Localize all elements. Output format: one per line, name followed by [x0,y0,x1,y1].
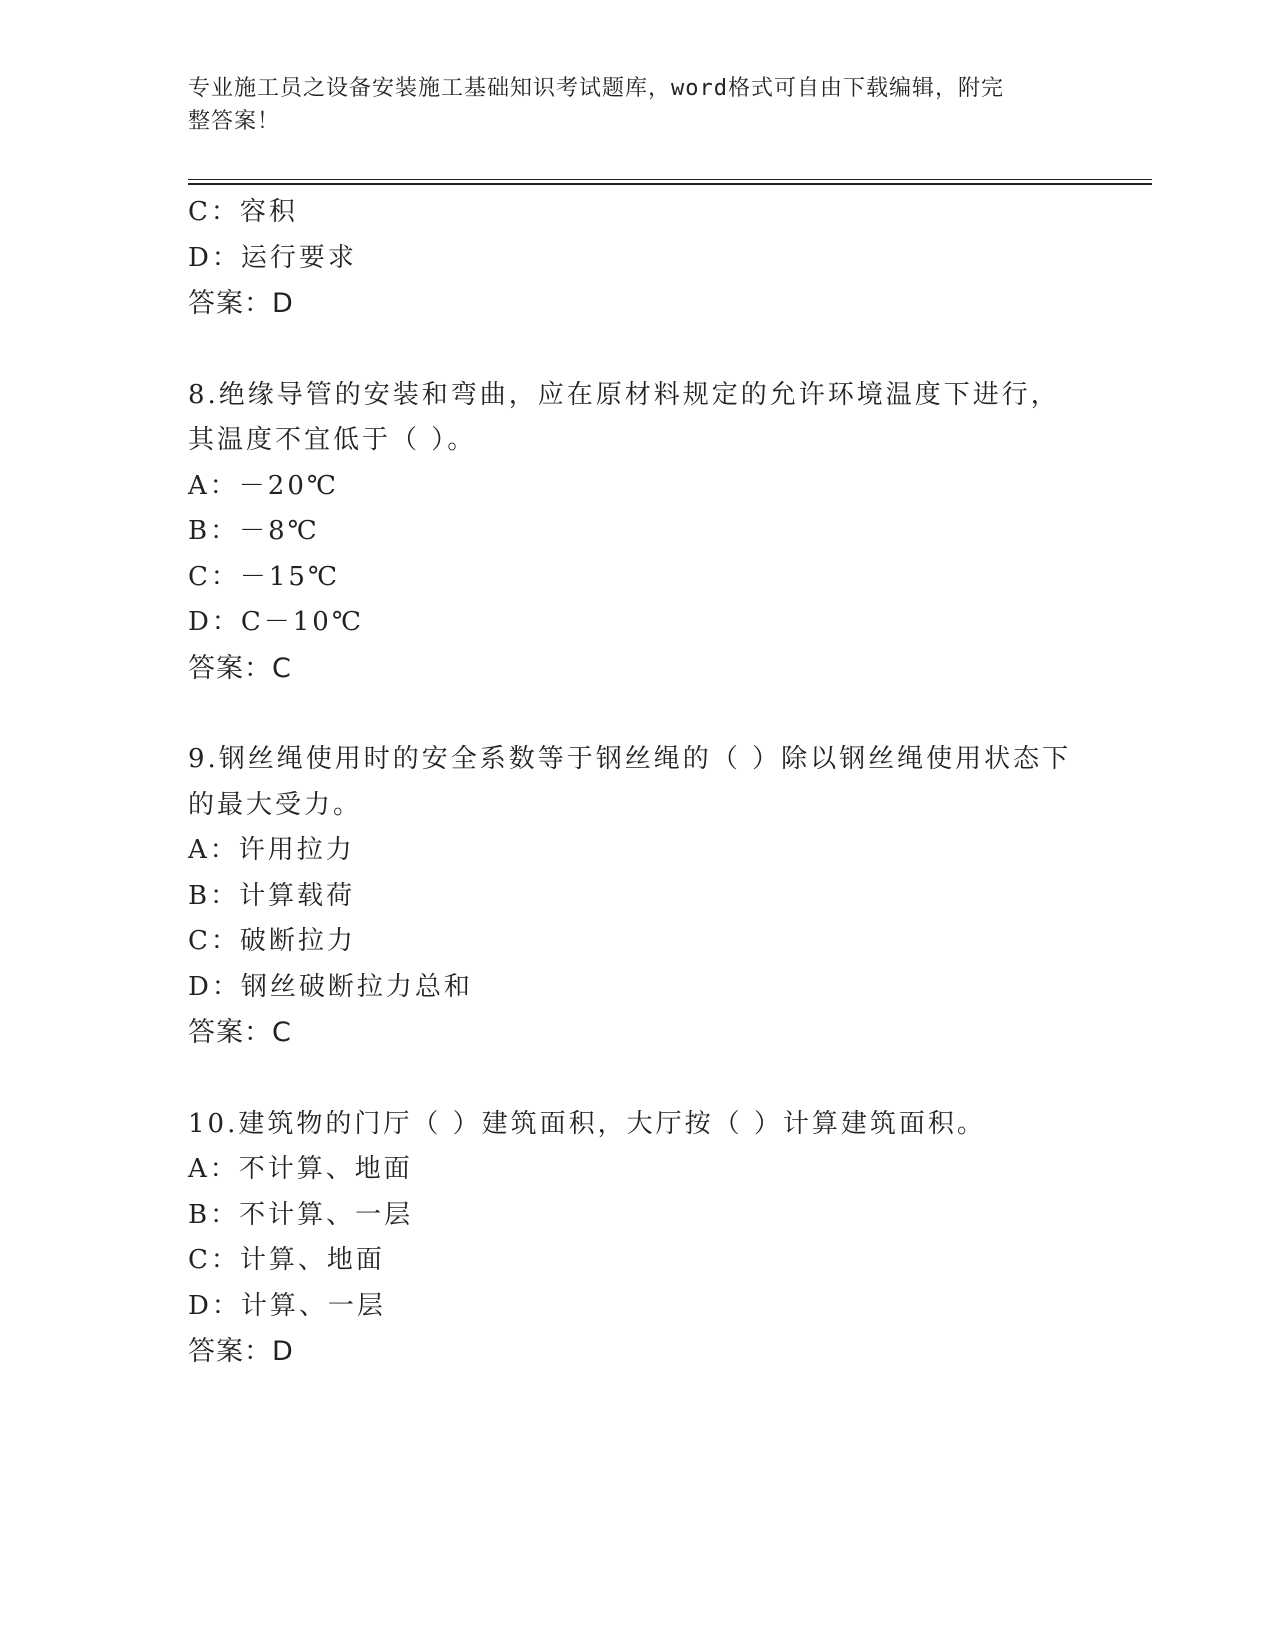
answer-line: 答案：D [188,288,294,319]
question-stem-line: 其温度不宜低于（ ）。 [188,425,477,455]
question-10 [188,1102,1088,1375]
option-d: D：C－10℃ [188,607,364,637]
option-c: C：－15℃ [188,561,341,592]
header-rule-bottom [188,183,1152,185]
option-a: A：－20℃ [188,470,339,501]
option-d: D：运行要求 [188,242,357,273]
question-8 [188,373,1088,692]
question-stem-line: 9.钢丝绳使用时的安全系数等于钢丝绳的（ ）除以钢丝绳使用状态下 [188,744,1072,774]
option-a: A：不计算、地面 [188,1154,413,1184]
option-c: C：破断拉力 [188,926,356,956]
spacer [188,327,1088,373]
answer-line: 答案：C [188,652,292,684]
document-header [188,72,1068,138]
answer-line: 答案：D [188,1336,294,1367]
question-9 [188,737,1088,1056]
question-stem-line: 8.绝缘导管的安装和弯曲，应在原材料规定的允许环境温度下进行， [188,379,1060,410]
header-line-1: 专业施工员之设备安装施工基础知识考试题库，word格式可自由下载编辑，附完 [188,76,1004,101]
spacer [188,691,1088,737]
option-c: C：计算、地面 [188,1245,385,1275]
header-rule-top [188,179,1152,180]
option-c: C：容积 [188,197,298,227]
document-body [188,190,1088,1375]
option-b: B：计算载荷 [188,880,356,911]
option-a: A：许用拉力 [188,835,355,865]
option-d: D：计算、一层 [188,1290,386,1321]
option-b: B：不计算、一层 [188,1199,414,1230]
answer-line: 答案：C [188,1017,292,1048]
question-stem-line: 的最大受力。 [188,789,363,820]
header-line-2: 整答案！ [188,109,281,134]
option-d: D：钢丝破断拉力总和 [188,971,473,1002]
option-b: B：－8℃ [188,516,320,546]
question-7-continued [188,190,1088,327]
spacer [188,1056,1088,1102]
question-stem-line: 10.建筑物的门厅（ ）建筑面积，大厅按（ ）计算建筑面积。 [188,1108,986,1139]
